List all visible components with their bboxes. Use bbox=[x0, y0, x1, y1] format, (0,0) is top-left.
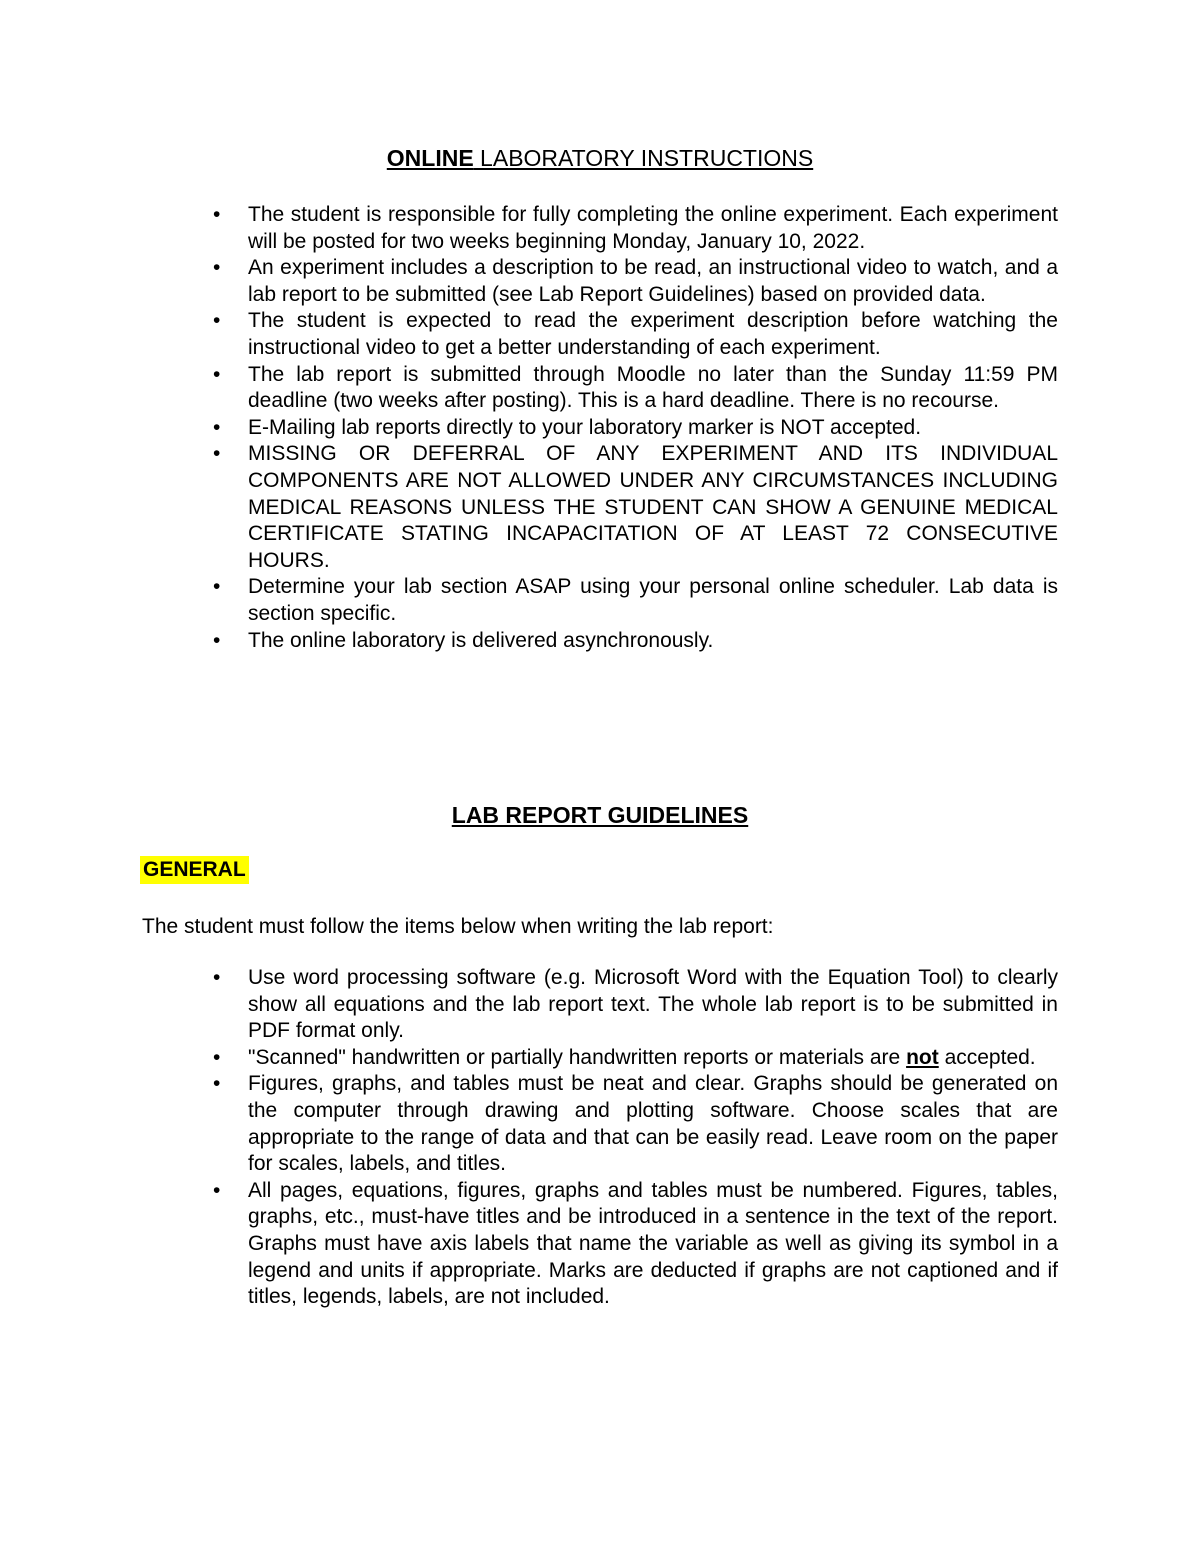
bullet-icon: • bbox=[213, 256, 221, 280]
list-item-text: The student is responsible for fully completing the online experiment. Each experiment will be posted for two weeks beginning Monday, January 10, 2022. bbox=[248, 203, 1058, 253]
online-lab-instructions-title bbox=[0, 143, 1200, 173]
list-item bbox=[0, 965, 1058, 1045]
list-item bbox=[0, 574, 1058, 627]
lab-report-guidelines-title: LAB REPORT GUIDELINES bbox=[451, 802, 749, 828]
bullet-icon: • bbox=[213, 1072, 221, 1096]
list-item bbox=[0, 202, 1058, 255]
list-item-text: MISSING OR DEFERRAL OF ANY EXPERIMENT AND ITS INDIVIDUAL COMPONENTS ARE NOT ALLOWED UNDER ANY CIRCUMSTANCES INCLUDING MEDICAL REASONS UNLESS THE STUDENT CAN SHOW A GENUINE MEDICAL CERTIFICATE STATING INCAPACITATION OF AT LEAST 72 CONSECUTIVE HOURS. bbox=[248, 442, 1058, 572]
list-item-text: E-Mailing lab reports directly to your laboratory marker is NOT accepted. bbox=[248, 415, 922, 439]
list-item bbox=[0, 441, 1058, 574]
list-item bbox=[0, 1045, 1058, 1072]
list-item-text: The lab report is submitted through Moodle no later than the Sunday 11:59 PM deadline (two weeks after posting). This is a hard deadline. There is no recourse. bbox=[248, 362, 1058, 413]
bullet-icon: • bbox=[213, 628, 221, 652]
bullet-icon: • bbox=[213, 309, 221, 333]
list-item bbox=[0, 1071, 1058, 1177]
guidelines-list bbox=[0, 965, 1058, 1311]
list-item bbox=[0, 255, 1058, 308]
general-intro-text: The student must follow the items below when writing the lab report: bbox=[142, 915, 774, 938]
list-item-text-post: accepted. bbox=[938, 1045, 1036, 1069]
bullet-icon: • bbox=[213, 203, 221, 226]
list-item-text: Figures, graphs, and tables must be neat and clear. Graphs should be generated on the computer through drawing and plotting software. Choose scales that are appropriate to the range of data and that can be easily read. Leave room on the paper for scales, labels, and titles. bbox=[248, 1072, 1058, 1176]
bullet-icon: • bbox=[213, 1178, 221, 1202]
title-bold-word: ONLINE bbox=[386, 145, 474, 171]
list-item-text-pre: "Scanned" handwritten or partially handwritten reports or materials are bbox=[248, 1045, 907, 1069]
list-item-text: Use word processing software (e.g. Microsoft Word with the Equation Tool) to clearly show all equations and the lab report text. The whole lab report is to be submitted in PDF format only. bbox=[248, 966, 1058, 1043]
list-item bbox=[0, 415, 1058, 442]
bullet-icon: • bbox=[213, 415, 221, 439]
bullet-icon: • bbox=[213, 966, 221, 989]
list-item-text: The online laboratory is delivered asynchronously. bbox=[248, 628, 714, 652]
list-item bbox=[0, 308, 1058, 361]
emphasis-not: not bbox=[906, 1045, 939, 1069]
instructions-list bbox=[0, 202, 1058, 654]
bullet-icon: • bbox=[213, 575, 221, 599]
bullet-icon: • bbox=[213, 442, 221, 466]
list-item-text: The student is expected to read the experiment description before watching the instructional video to get a better understanding of each experiment. bbox=[248, 309, 1058, 359]
general-section-heading: GENERAL bbox=[140, 856, 249, 884]
list-item-text: Determine your lab section ASAP using your personal online scheduler. Lab data is section specific. bbox=[248, 575, 1058, 625]
list-item bbox=[0, 1178, 1058, 1311]
bullet-icon: • bbox=[213, 362, 221, 386]
list-item bbox=[0, 628, 1058, 655]
list-item-text: All pages, equations, figures, graphs and tables must be numbered. Figures, tables, graphs, etc., must-have titles and be introduced in a sentence in the text of the report. Graphs must have axis labels that name the variable as well as giving its symbol in a legend and units if appropriate. Marks are deducted if graphs are not captioned and if titles, legends, labels, are not included. bbox=[248, 1178, 1058, 1309]
list-item-text: An experiment includes a description to be read, an instructional video to watch, and a lab report to be submitted (see Lab Report Guidelines) based on provided data. bbox=[248, 256, 1058, 306]
bullet-icon: • bbox=[213, 1045, 221, 1069]
title-rest: LABORATORY INSTRUCTIONS bbox=[473, 145, 814, 171]
list-item bbox=[0, 362, 1058, 415]
